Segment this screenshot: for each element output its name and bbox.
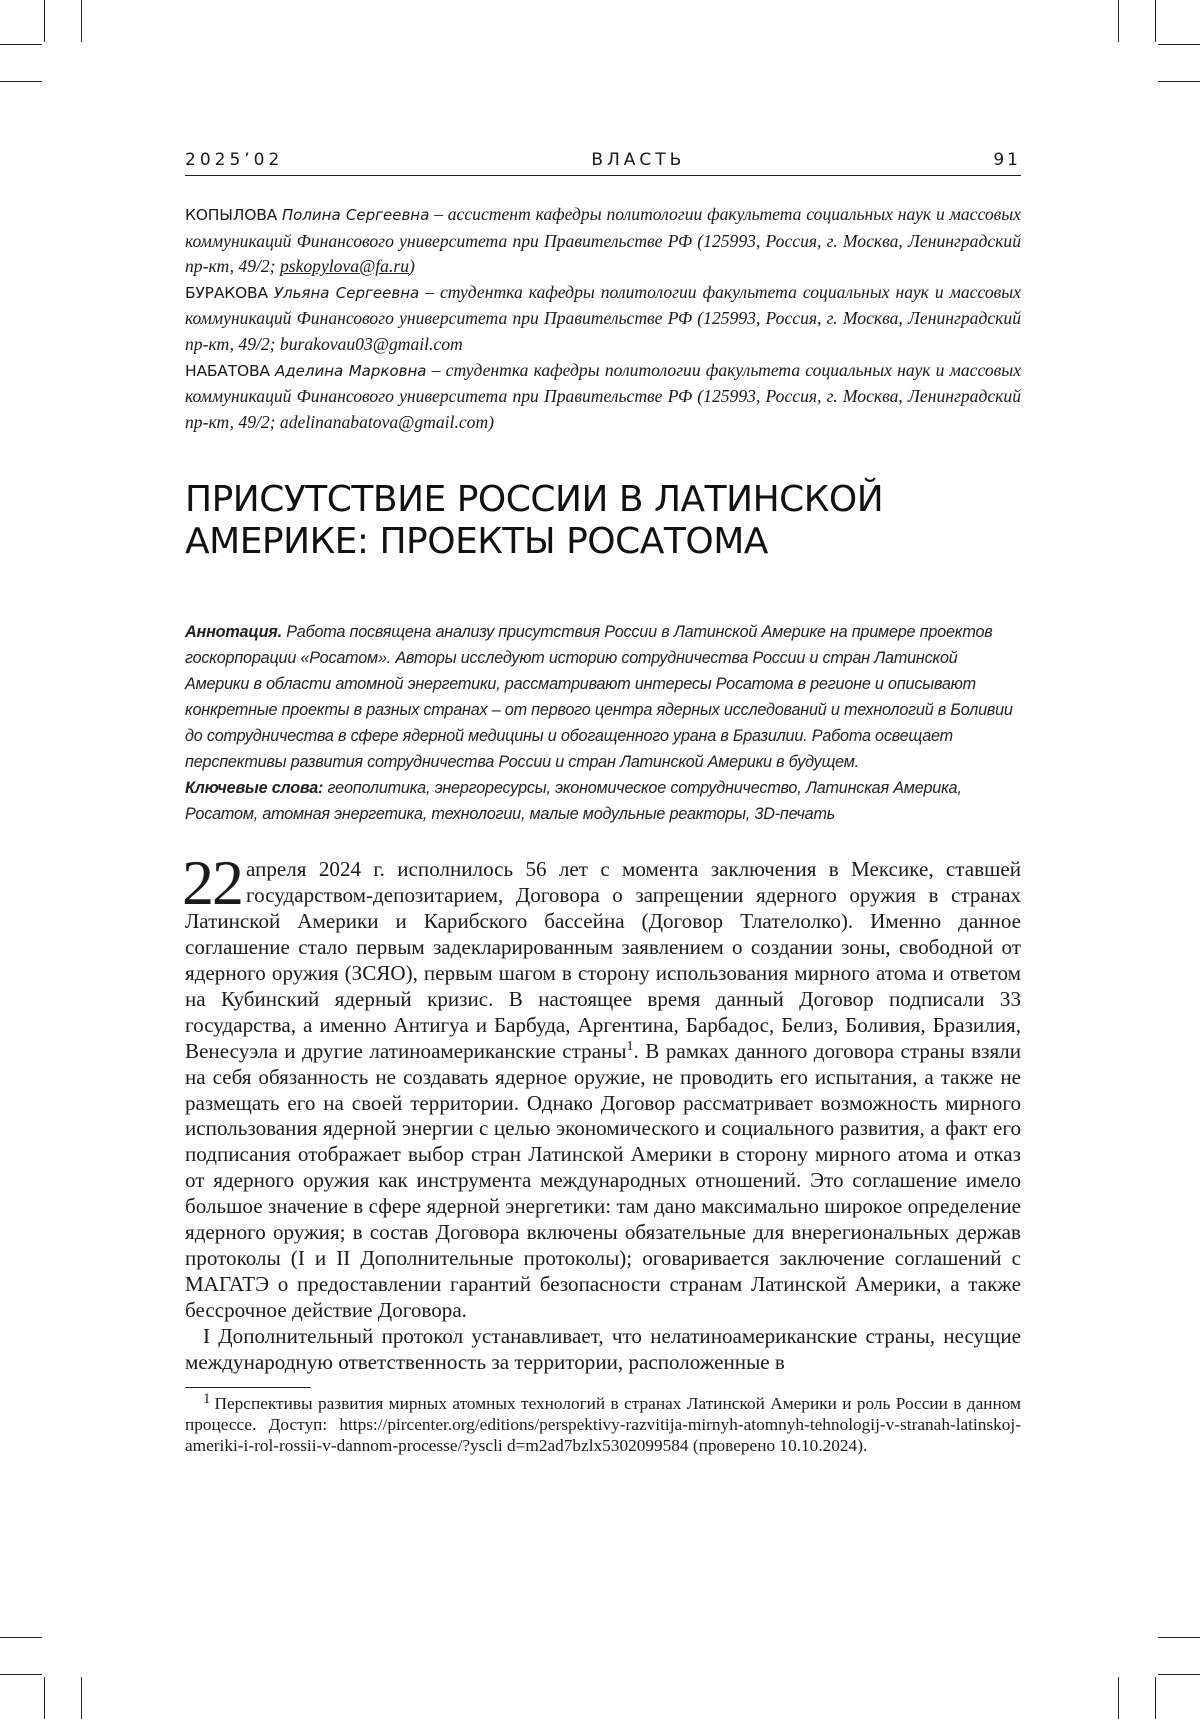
author-given-name: Ульяна Сергеевна	[274, 284, 419, 302]
author-given-name: Аделина Марковна	[275, 362, 426, 380]
crop-mark	[0, 81, 42, 82]
author-surname: НАБАТОВА	[185, 362, 270, 380]
footnote	[185, 1394, 1021, 1456]
author-info	[185, 202, 1021, 435]
crop-mark	[0, 1674, 42, 1675]
author-details-tail: )	[409, 256, 415, 276]
keywords-label: Ключевые слова:	[185, 779, 323, 797]
author-details: – ассистент кафедры политологии факультета социальных наук и массовых коммуникаций Финансового университета при Правительстве РФ (125993, Россия, г. Москва, Ленинградский пр-кт, 49/2;	[185, 204, 1021, 276]
article-title	[185, 479, 1021, 563]
keywords-text: геополитика, энергоресурсы, экономическое сотрудничество, Латинская Америка, Росатом, атомная энергетика, технологии, малые модульные реакторы, 3D-печать	[185, 779, 962, 823]
crop-mark	[1155, 0, 1156, 42]
crop-mark	[1158, 44, 1200, 45]
issue-number: 2025’02	[185, 150, 283, 170]
crop-mark	[1155, 1677, 1156, 1719]
journal-title: ВЛАСТЬ	[591, 150, 685, 170]
crop-mark	[81, 0, 82, 42]
author-surname: КОПЫЛОВА	[185, 206, 277, 224]
author-entry	[185, 202, 1021, 280]
footnote-text: Перспективы развития мирных атомных технологий в странах Латинской Америки и роль России в данном процессе. Доступ: https://pircenter.org/editions/perspektivy-razvitija-mirnyh-atomnyh-tehnologij-v-stranah-latinskoj-ameriki-i-rol-rossii-v-dannom-processe/?yscli d=m2ad7bzlx5302099584 (проверено 10.10.2024).	[185, 1394, 1021, 1454]
author-details: – студентка кафедры политологии факультета социальных наук и массовых коммуникаций Финансового университета при Правительстве РФ (125993, Россия, г. Москва, Ленинградский пр-кт, 49/2; adelinanabatova@gmail.com)	[185, 360, 1021, 432]
footnote-reference[interactable]: 1	[627, 1039, 634, 1054]
body-paragraph: I Дополнительный протокол устанавливает, что нелатиноамериканские страны, несущие международную ответственность за территории, расположенные в	[185, 1324, 1021, 1376]
abstract	[185, 619, 1021, 827]
abstract-text: Работа посвящена анализу присутствия России в Латинской Америке на примере проектов госкорпорации «Росатом». Авторы исследуют историю сотрудничества России и стран Латинской Америки в области атомной энергетики, рассматривают интересы Росатома в регионе и описывают конкретные проекты в разных странах – от первого центра ядерных исследований и технологий в Боливии до сотрудничества в сфере ядерной медицины и обогащенного урана в Бразилии. Работа освещает перспективы развития сотрудничества России и стран Латинской Америки в будущем.	[185, 623, 1013, 771]
crop-mark	[1158, 1637, 1200, 1638]
crop-mark	[44, 0, 45, 42]
crop-mark	[0, 44, 42, 45]
drop-cap: 22	[182, 859, 242, 907]
author-entry	[185, 280, 1021, 358]
crop-mark	[1158, 1674, 1200, 1675]
crop-mark	[1118, 1677, 1119, 1719]
running-head	[185, 150, 1021, 176]
keywords-paragraph	[185, 775, 1021, 827]
abstract-label: Аннотация.	[185, 623, 282, 641]
author-email-link[interactable]: pskopylova@fa.ru	[280, 256, 409, 276]
crop-mark	[1158, 81, 1200, 82]
footnote-divider	[185, 1387, 311, 1388]
crop-mark	[1118, 0, 1119, 42]
article-body	[185, 857, 1021, 1375]
footnote-mark: 1	[203, 1391, 211, 1407]
article-title-line: АМЕРИКЕ: ПРОЕКТЫ РОСАТОМА	[185, 521, 1021, 563]
crop-mark	[81, 1677, 82, 1719]
author-details: – студентка кафедры политологии факультета социальных наук и массовых коммуникаций Финансового университета при Правительстве РФ (125993, Россия, г. Москва, Ленинградский пр-кт, 49/2; burakovau03@gmail.com	[185, 282, 1021, 354]
author-given-name: Полина Сергеевна	[282, 206, 429, 224]
article-title-line: ПРИСУТСТВИЕ РОССИИ В ЛАТИНСКОЙ	[185, 479, 1021, 521]
crop-mark	[44, 1677, 45, 1719]
body-text-segment: . В рамках данного договора страны взяли на себя обязанность не создавать ядерное оружие, не проводить его испытания, а также не размещать его на своей территории. Однако Договор рассматривает возможность мирного использования ядерной энергии с целью экономического и социального развития, а факт его подписания отображает выбор стран Латинской Америки в сторону мирного атома и отказ от ядерного оружия как инструмента международных отношений. Это соглашение имело большое значение в сфере ядерной энергетики: там дано максимально широкое определение ядерного оружия; в состав Договора включены обязательные для внерегиональных держав протоколы (I и II Дополнительные протоколы); оговаривается заключение соглашений с МАГАТЭ о предоставлении гарантий безопасности странам Латинской Америки, а также бессрочное действие Договора.	[185, 1039, 1021, 1322]
abstract-paragraph	[185, 619, 1021, 775]
author-surname: БУРАКОВА	[185, 284, 268, 302]
page-number: 91	[993, 150, 1021, 170]
body-paragraph	[185, 857, 1021, 1323]
page	[185, 150, 1021, 1474]
body-text-segment: апреля 2024 г. исполнилось 56 лет с момента заключения в Мексике, ставшей государством-депозитарием, Договора о запрещении ядерного оружия в странах Латинской Америки и Карибского бассейна (Договор Тлателолко). Именно данное соглашение стало первым задекларированным заявлением о создании зоны, свободной от ядерного оружия (ЗСЯО), первым шагом в сторону использования мирного атома и ответом на Кубинский ядерный кризис. В настоящее время данный Договор подписали 33 государства, а именно Антигуа и Барбуда, Аргентина, Барбадос, Белиз, Боливия, Бразилия, Венесуэла и другие латиноамериканские страны	[185, 857, 1021, 1062]
author-entry	[185, 358, 1021, 436]
crop-mark	[0, 1637, 42, 1638]
